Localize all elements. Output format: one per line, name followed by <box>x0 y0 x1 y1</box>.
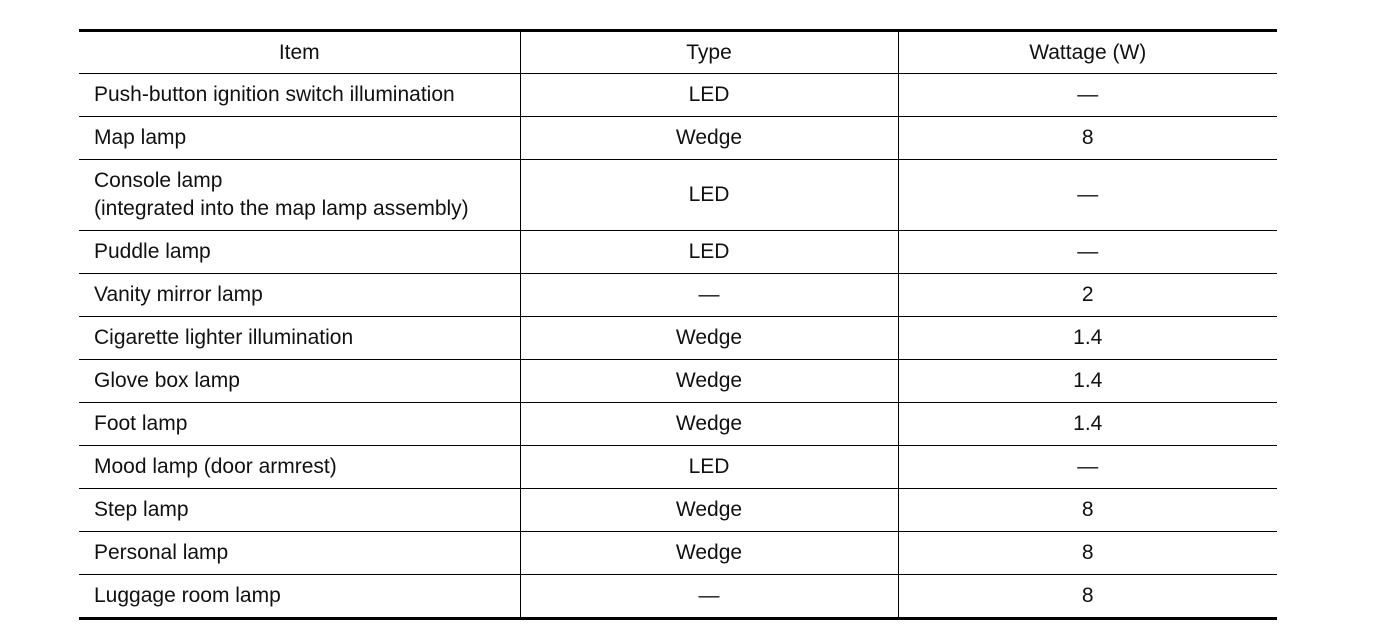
cell-type: Wedge <box>520 403 898 446</box>
table-header <box>79 31 1277 74</box>
cell-wattage: 8 <box>898 489 1277 532</box>
item-label: Cigarette lighter illumination <box>94 326 354 349</box>
header-row <box>79 31 1277 74</box>
table-row <box>79 360 1277 403</box>
cell-type: LED <box>520 231 898 274</box>
cell-type: Wedge <box>520 489 898 532</box>
item-label: Luggage room lamp <box>94 584 281 607</box>
cell-type: — <box>520 575 898 619</box>
cell-type: Wedge <box>520 317 898 360</box>
table-row <box>79 160 1277 231</box>
cell-item <box>79 489 520 532</box>
cell-item <box>79 532 520 575</box>
table-row <box>79 317 1277 360</box>
item-label: Step lamp <box>94 498 189 521</box>
cell-item <box>79 403 520 446</box>
cell-item <box>79 317 520 360</box>
cell-item <box>79 575 520 619</box>
table-body <box>79 74 1277 619</box>
item-label: Personal lamp <box>94 541 229 564</box>
table-row <box>79 74 1277 117</box>
cell-item <box>79 360 520 403</box>
item-label: Console lamp <box>94 169 223 192</box>
table-row <box>79 532 1277 575</box>
cell-item <box>79 117 520 160</box>
header-item: Item <box>79 31 520 74</box>
cell-type: LED <box>520 160 898 231</box>
cell-type: Wedge <box>520 117 898 160</box>
cell-wattage: 8 <box>898 532 1277 575</box>
table-row <box>79 231 1277 274</box>
cell-wattage: 1.4 <box>898 317 1277 360</box>
item-label: Map lamp <box>94 126 187 149</box>
cell-item <box>79 160 520 231</box>
item-label: Puddle lamp <box>94 240 211 263</box>
cell-item <box>79 274 520 317</box>
cell-type: Wedge <box>520 532 898 575</box>
header-type: Type <box>520 31 898 74</box>
table-row <box>79 403 1277 446</box>
item-label: (integrated into the map lamp assembly) <box>94 197 469 220</box>
table-row <box>79 274 1277 317</box>
item-label: Glove box lamp <box>94 369 240 392</box>
item-label: Push-button ignition switch illumination <box>94 83 455 106</box>
table-row <box>79 489 1277 532</box>
cell-type: LED <box>520 74 898 117</box>
item-label: Foot lamp <box>94 412 188 435</box>
cell-item <box>79 74 520 117</box>
cell-type: — <box>520 274 898 317</box>
cell-wattage: 1.4 <box>898 360 1277 403</box>
cell-wattage: 2 <box>898 274 1277 317</box>
cell-wattage: 1.4 <box>898 403 1277 446</box>
cell-type: LED <box>520 446 898 489</box>
item-label: Mood lamp (door armrest) <box>94 455 337 478</box>
cell-wattage: — <box>898 74 1277 117</box>
table-row <box>79 446 1277 489</box>
table-row <box>79 117 1277 160</box>
lamp-specification-table <box>79 29 1277 620</box>
cell-wattage: — <box>898 231 1277 274</box>
cell-wattage: — <box>898 160 1277 231</box>
item-label: Vanity mirror lamp <box>94 283 263 306</box>
cell-wattage: — <box>898 446 1277 489</box>
cell-wattage: 8 <box>898 117 1277 160</box>
cell-item <box>79 231 520 274</box>
cell-item <box>79 446 520 489</box>
cell-type: Wedge <box>520 360 898 403</box>
cell-wattage: 8 <box>898 575 1277 619</box>
header-wattage: Wattage (W) <box>898 31 1277 74</box>
table-row <box>79 575 1277 619</box>
